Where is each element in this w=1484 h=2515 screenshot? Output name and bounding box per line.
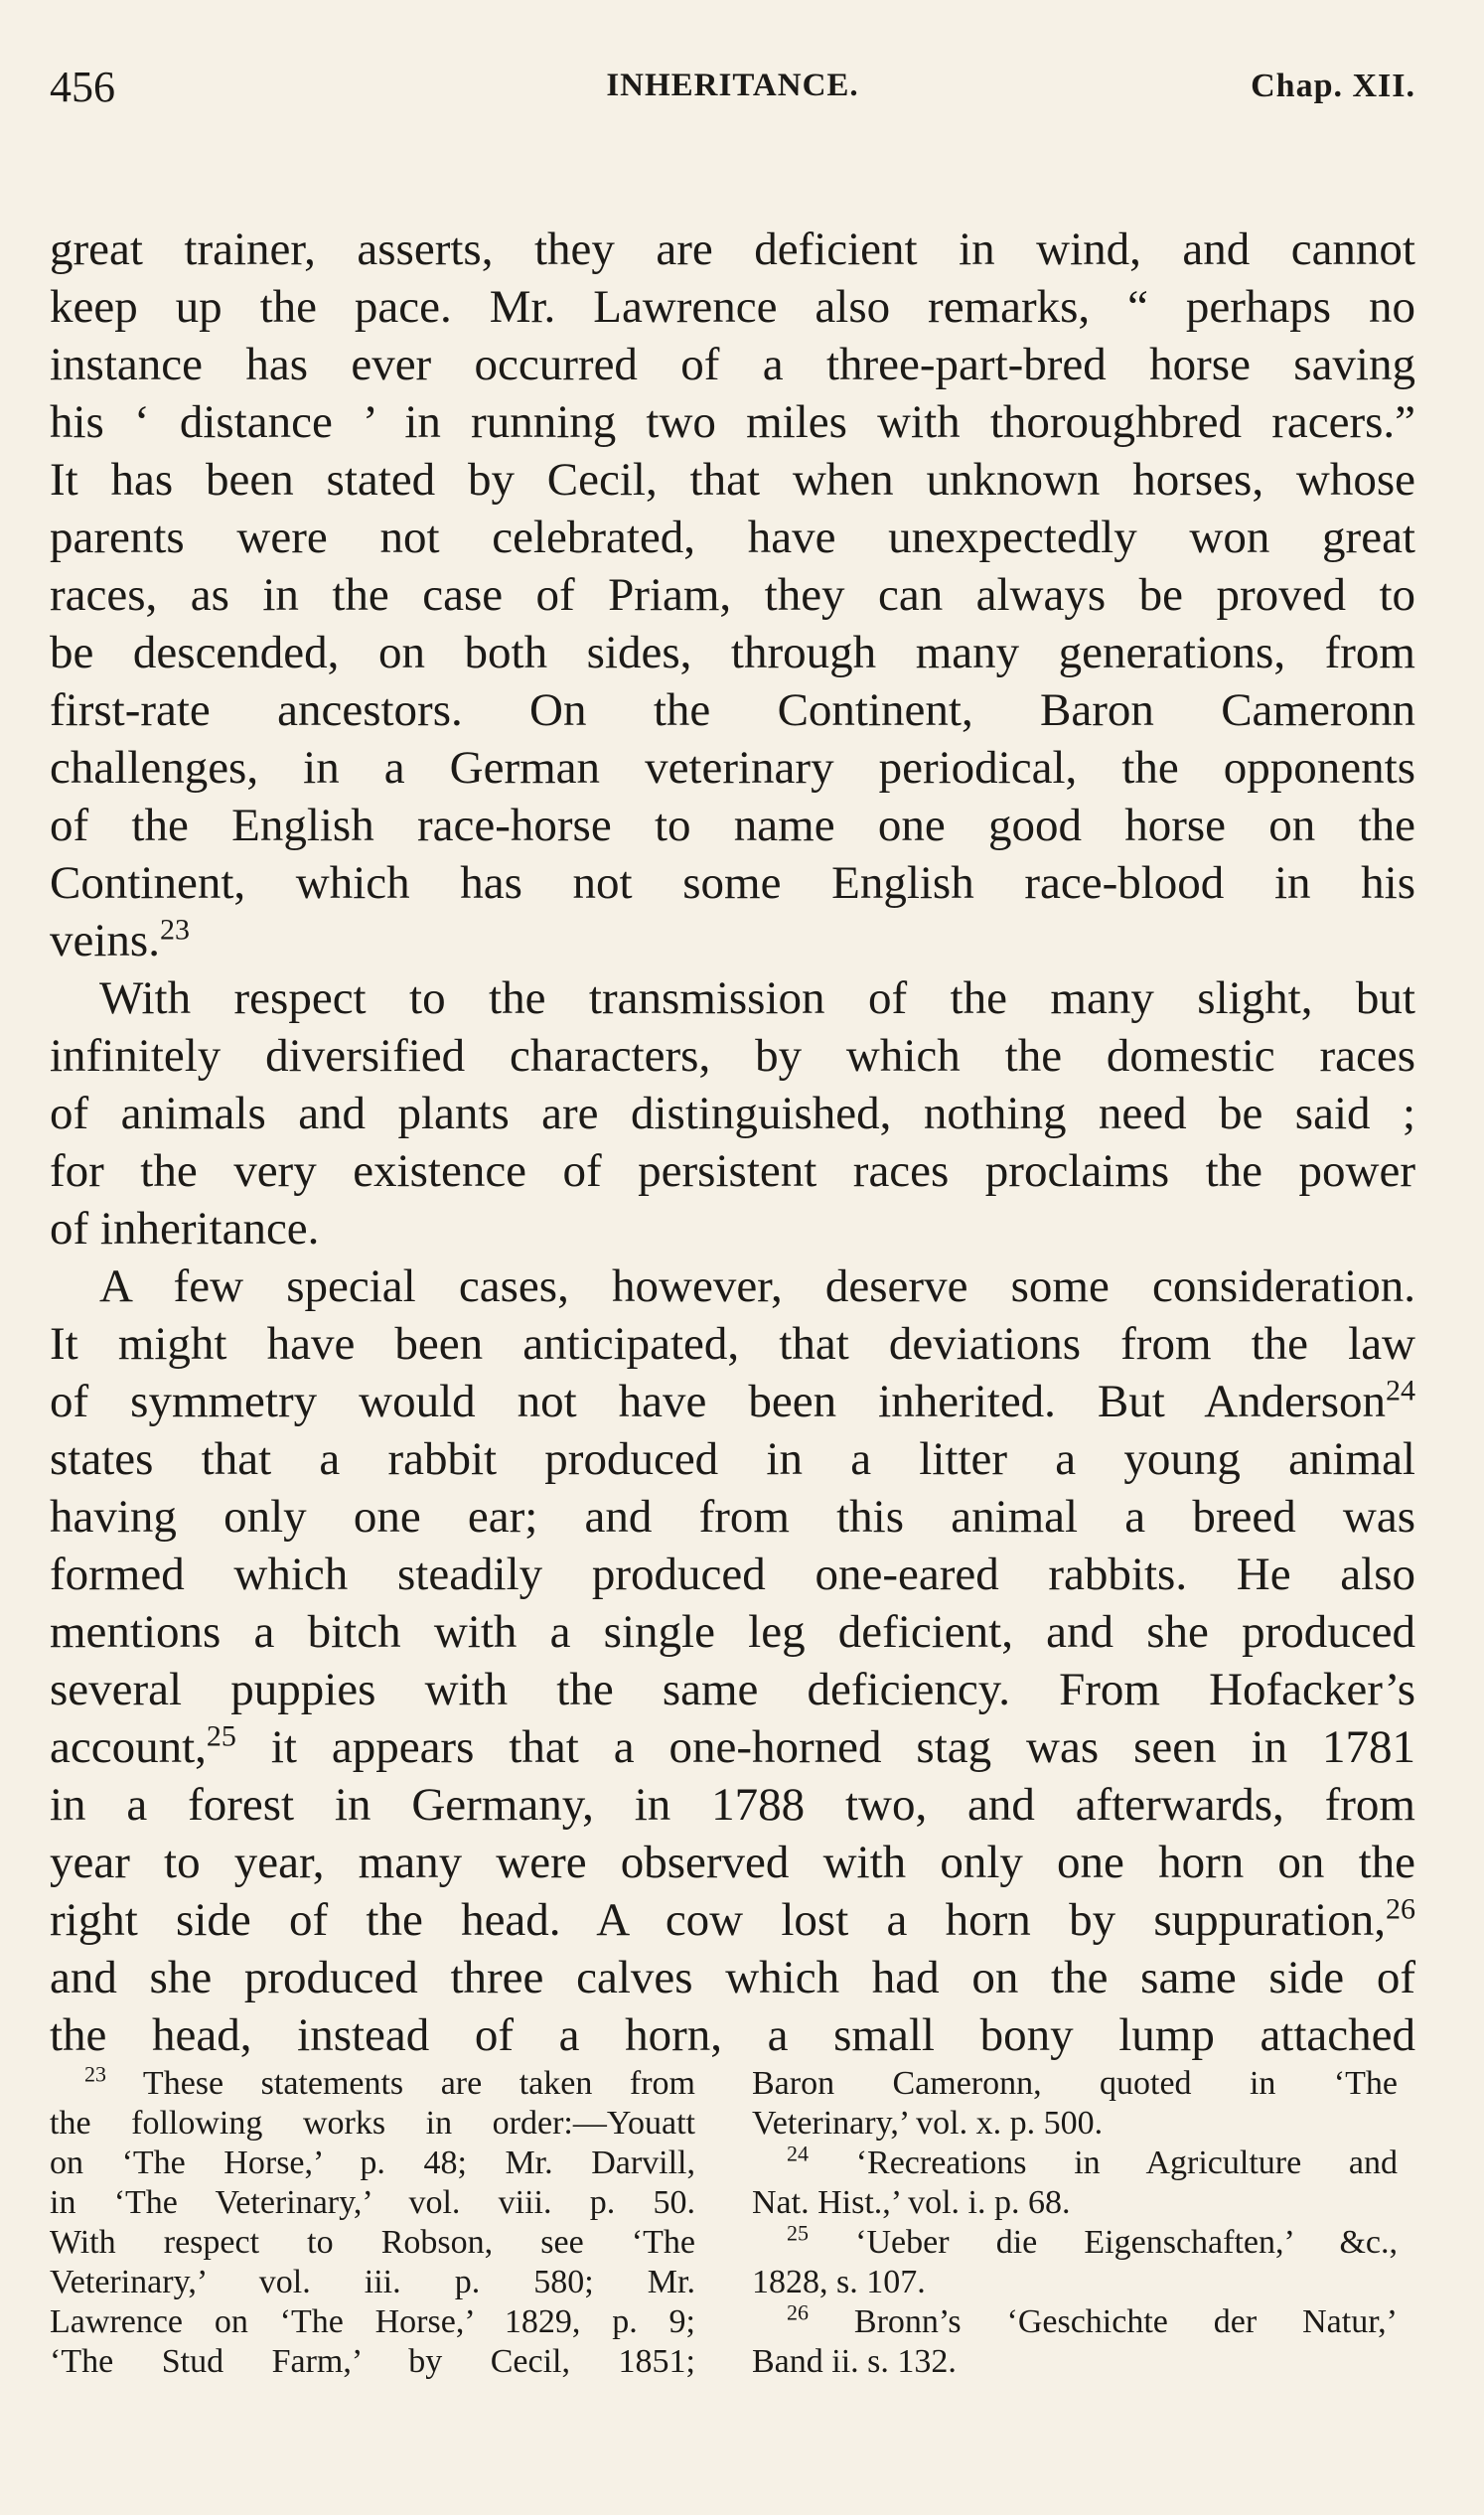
footnote-ref: 24 xyxy=(1386,1374,1415,1407)
text-line: formed which steadily produced one-eared rabbits. He also xyxy=(50,1549,1415,1600)
text-line: in a forest in Germany, in 1788 two, and afterwards, from xyxy=(50,1779,1415,1831)
footnote-line: With respect to Robson, see ‘The xyxy=(50,2224,695,2261)
text-line xyxy=(50,1373,1415,1430)
footnote-column-left xyxy=(50,2061,695,2382)
chapter-label: Chap. XII. xyxy=(1251,68,1415,104)
text-line: the head, instead of a horn, a small bony lump attached xyxy=(50,2009,1415,2061)
text-run: ‘Recreations in Agriculture and xyxy=(855,2145,1398,2181)
footnote-line: on ‘The Horse,’ p. 48; Mr. Darvill, xyxy=(50,2145,695,2181)
footnote-line xyxy=(50,2061,695,2104)
footnote-line: Veterinary,’ vol. x. p. 500. xyxy=(752,2105,1104,2142)
footnote-line: Veterinary,’ vol. iii. p. 580; Mr. xyxy=(50,2264,695,2300)
footnote-number: 23 xyxy=(84,2061,106,2087)
text-line: first-rate ancestors. On the Continent, Baron Cameronn xyxy=(50,684,1415,736)
text-line: having only one ear; and from this animal a breed was xyxy=(50,1491,1415,1543)
text-line: challenges, in a German veterinary periodical, the opponents xyxy=(50,742,1415,794)
body-text xyxy=(50,221,1415,2064)
text-line: great trainer, asserts, they are deficient in wind, and cannot xyxy=(50,223,1415,275)
footnote-ref: 23 xyxy=(159,913,190,947)
text-run: These statements are taken from xyxy=(142,2065,695,2102)
footnote-line: the following works in order:—Youatt xyxy=(50,2105,695,2142)
footnote-line: in ‘The Veterinary,’ vol. viii. p. 50. xyxy=(50,2184,695,2221)
footnote-line: Nat. Hist.,’ vol. i. p. 68. xyxy=(752,2184,1071,2221)
text-line: several puppies with the same deficiency. From Hofacker’s xyxy=(50,1664,1415,1715)
text-line: Continent, which has not some English race-blood in his xyxy=(50,857,1415,909)
text-line: of inheritance. xyxy=(50,1203,320,1255)
text-line: be descended, on both sides, through many generations, from xyxy=(50,627,1415,678)
text-run: Bronn’s ‘Geschichte der Natur,’ xyxy=(853,2303,1399,2340)
footnote-line: Lawrence on ‘The Horse,’ 1829, p. 9; xyxy=(50,2303,695,2340)
footnote-number: 26 xyxy=(787,2299,809,2325)
text-line: It has been stated by Cecil, that when unknown horses, whose xyxy=(50,454,1415,506)
text-run: right side of the head. A cow lost a horn by suppuration, xyxy=(50,1894,1386,1946)
paragraph-1 xyxy=(50,221,1415,969)
text-line: year to year, many were observed with only one horn on the xyxy=(50,1837,1415,1888)
text-line: mentions a bitch with a single leg deficient, and she produced xyxy=(50,1606,1415,1658)
text-run: veins. xyxy=(50,915,160,966)
text-line: his ‘ distance ’ in running two miles with thoroughbred racers.” xyxy=(50,396,1415,448)
text-line: instance has ever occurred of a three-part-bred horse saving xyxy=(50,339,1415,390)
footnote-line: Band ii. s. 132. xyxy=(752,2343,957,2380)
text-line xyxy=(50,912,1415,969)
text-line: infinitely diversified characters, by which the domestic races xyxy=(50,1030,1415,1082)
text-line: It might have been anticipated, that deviations from the law xyxy=(50,1318,1415,1370)
text-line: A few special cases, however, deserve some consideration. xyxy=(99,1260,1415,1312)
text-line: and she produced three calves which had on the same side of xyxy=(50,1952,1415,2003)
footnote-line: 1828, s. 107. xyxy=(752,2264,926,2300)
paragraph-3 xyxy=(50,1258,1415,2064)
page-number: 456 xyxy=(50,63,115,111)
text-run: of symmetry would not have been inherited. But Anderson xyxy=(50,1376,1386,1427)
text-run: it appears that a one-horned stag was seen in 1781 xyxy=(270,1721,1415,1773)
running-title: INHERITANCE. xyxy=(606,68,859,103)
footnote-column-right xyxy=(752,2064,1398,2382)
text-run: account, xyxy=(50,1721,207,1773)
text-line: of animals and plants are distinguished, nothing need be said ; xyxy=(50,1088,1415,1139)
text-line: With respect to the transmission of the many slight, but xyxy=(99,972,1415,1024)
footnote-line xyxy=(752,2141,1398,2183)
running-header xyxy=(50,62,1415,121)
text-line: states that a rabbit produced in a litter a young animal xyxy=(50,1433,1415,1485)
footnote-line xyxy=(752,2299,1399,2342)
text-line: keep up the pace. Mr. Lawrence also remarks, “ perhaps no xyxy=(50,281,1415,333)
footnote-number: 24 xyxy=(787,2141,809,2166)
text-line xyxy=(50,1891,1415,1949)
footnote-line: Baron Cameronn, quoted in ‘The xyxy=(752,2065,1398,2102)
footnote-line xyxy=(752,2220,1398,2263)
page xyxy=(50,62,1415,2064)
text-line: parents were not celebrated, have unexpectedly won great xyxy=(50,512,1415,563)
text-line: races, as in the case of Priam, they can always be proved to xyxy=(50,569,1415,621)
text-line: for the very existence of persistent races proclaims the power xyxy=(50,1145,1415,1197)
text-run: ‘Ueber die Eigenschaften,’ &c., xyxy=(855,2224,1398,2261)
footnote-number: 25 xyxy=(787,2220,809,2246)
footnote-ref: 25 xyxy=(206,1719,236,1753)
text-line: of the English race-horse to name one good horse on the xyxy=(50,800,1415,851)
paragraph-2 xyxy=(50,969,1415,1258)
footnote-ref: 26 xyxy=(1386,1892,1415,1926)
footnote-line: ‘The Stud Farm,’ by Cecil, 1851; xyxy=(50,2343,695,2380)
text-line xyxy=(50,1718,1415,1776)
